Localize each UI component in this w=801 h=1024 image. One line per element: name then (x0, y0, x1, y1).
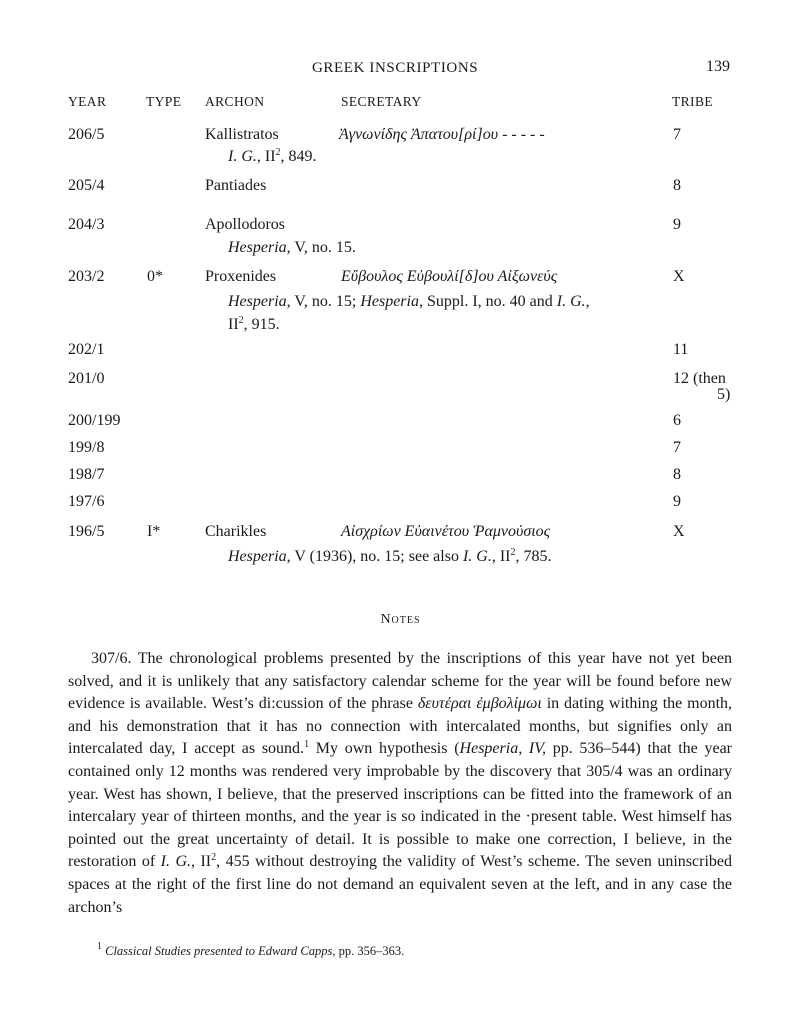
row-tribe: 11 (673, 341, 689, 358)
column-header-tribe: TRIBE (672, 94, 713, 109)
row-tribe: 9 (673, 493, 681, 510)
row-year: 201/0 (68, 370, 105, 387)
row-reference-continued: $II^2$, 915. (228, 315, 280, 333)
row-year: 204/3 (68, 216, 105, 233)
row-tribe: 7 (673, 439, 681, 456)
row-year: 198/7 (68, 466, 105, 483)
row-archon: Pantiades (205, 177, 267, 194)
footnote-marker: 1 (304, 739, 310, 751)
row-year: 199/8 (68, 439, 105, 456)
notes-paragraph: 307/6. The chronological problems presented by the inscriptions of this year have not yet been solved, and it is unlikely that any satisfactory calendar scheme for the year will be found before new evidence is available. West’s di:cussion of the phrase δευτέραι ἐμβολίμωι in dating withing the month, and his demonstration that it has no connection with intercalated months, but signifies only an intercalated day, I accept as sound.$^1$ My own hypothesis (Hesperia, IV, pp. 536–544) that the year contained only 12 months was rendered very improbable by the discovery that 305/4 was an ordinary year. West has shown, I believe, that the preserved inscriptions can be fitted into the framework of an intercalary year of thirteen months, and the year is so indicated in the ·present table. West himself has pointed out the great uncertainty of detail. It is possible to make one correction, I believe, in the restoration of I. G., $II^2$, 455 without destroying the validity of West’s scheme. The seven uninscribed spaces at the right of the first line do not demand an equivalent seven at the left, and in any case the archon’s (68, 650, 733, 916)
row-archon: Apollodoros (205, 216, 285, 233)
row-tribe: 8 (673, 177, 681, 194)
row-archon: Charikles (205, 523, 267, 540)
notes-heading: Notes (380, 612, 421, 627)
row-year: 203/2 (68, 268, 105, 285)
greek-phrase: δευτέραι ἐμβολίμωι (417, 695, 542, 713)
column-header-secretary: SECRETARY (341, 94, 422, 109)
row-year: 202/1 (68, 341, 105, 358)
row-type: 0* (147, 268, 163, 285)
row-reference: Hesperia, V (1936), no. 15; see also I. G., $II^2$, 785. (228, 547, 552, 565)
row-tribe-continued: 5) (717, 386, 731, 403)
column-header-type: TYPE (146, 94, 182, 109)
running-head (0, 58, 801, 82)
row-secretary: Ἀγνωνίδης Ἀπατου[ρί]ου - - - - - (339, 126, 545, 143)
row-tribe: 8 (673, 466, 681, 483)
footnote: $^1$ Classical Studies presented to Edward Capps, pp. 356–363. (97, 941, 405, 958)
running-title: GREEK INSCRIPTIONS (312, 60, 479, 76)
row-archon: Kallistratos (205, 126, 279, 143)
row-reference: Hesperia, V, no. 15. (228, 239, 356, 256)
row-tribe: 6 (673, 412, 681, 429)
row-year: 206/5 (68, 126, 105, 143)
row-secretary: Αἰσχρίων Εὐαινέτου Ῥαμνούσιος (341, 523, 551, 540)
row-year: 205/4 (68, 177, 105, 194)
page-number: 139 (706, 58, 730, 75)
row-reference: I. G., $II^2$, 849. (228, 147, 317, 165)
row-year: 200/199 (68, 412, 121, 429)
row-reference: Hesperia, V, no. 15; Hesperia, Suppl. I, no. 40 and I. G., (228, 293, 590, 310)
row-tribe: 7 (673, 126, 681, 143)
column-header-archon: ARCHON (205, 94, 265, 109)
row-archon: Proxenides (205, 268, 277, 285)
row-tribe: 9 (673, 216, 681, 233)
row-secretary: Εὔβουλος Εὐβουλί[δ]ου Αἰξωνεύς (341, 268, 558, 285)
row-type: I* (147, 523, 161, 540)
row-year: 197/6 (68, 493, 105, 510)
row-tribe: 12 (then (673, 370, 726, 387)
column-header-year: YEAR (68, 94, 107, 109)
row-year: 196/5 (68, 523, 105, 540)
row-tribe: X (673, 268, 685, 285)
row-tribe: X (673, 523, 685, 540)
